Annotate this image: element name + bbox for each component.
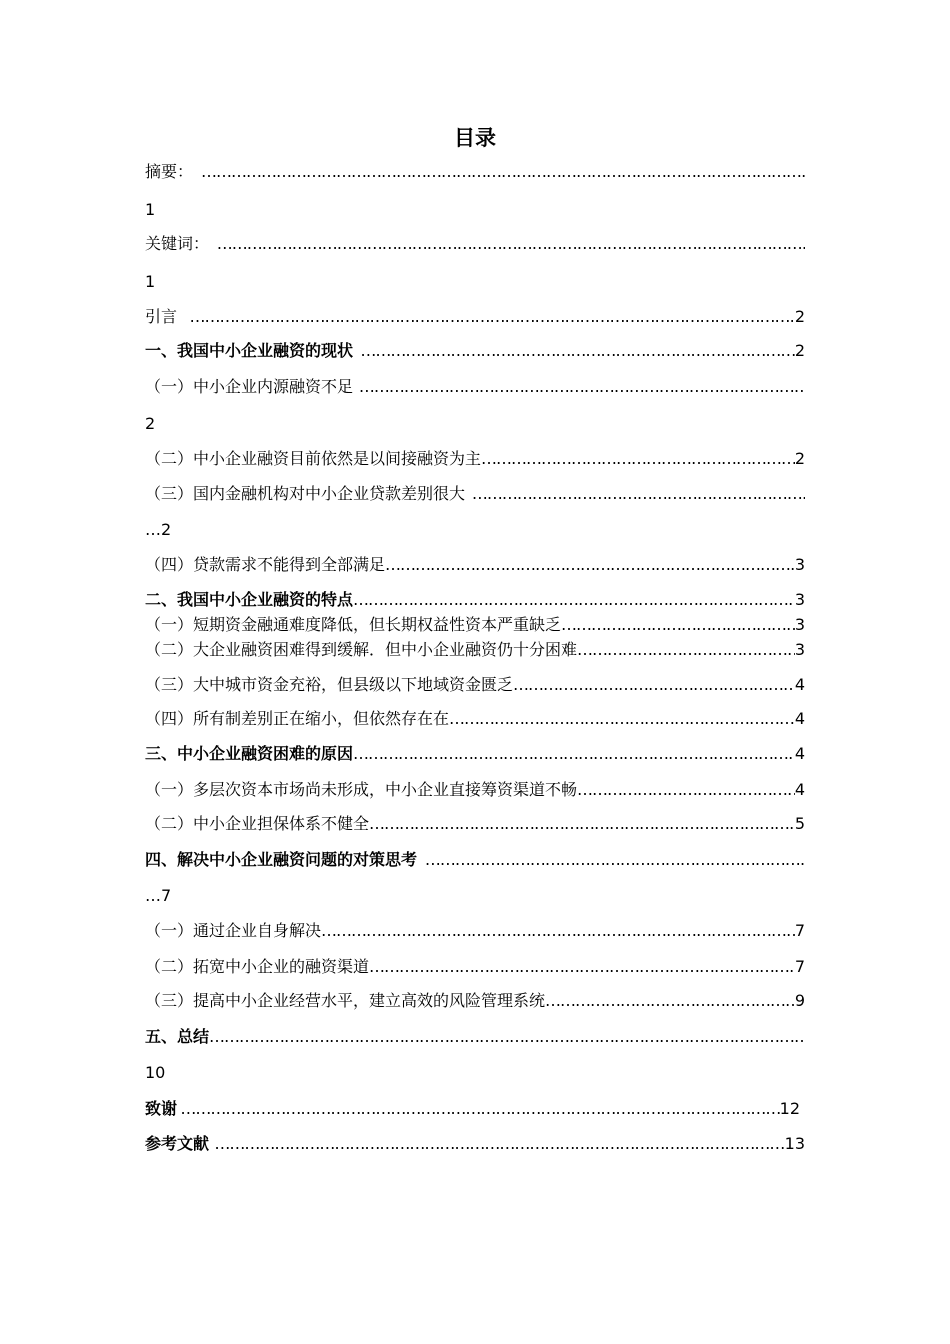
toc-entry-4-2[interactable] xyxy=(145,955,805,979)
leader-dots xyxy=(513,673,795,697)
toc-label: （四）所有制差别正在缩小，但依然存在在 xyxy=(145,709,450,728)
toc-entry-3-2[interactable] xyxy=(145,812,805,836)
toc-entry-1-2[interactable] xyxy=(145,447,805,471)
toc-page-number: 2 xyxy=(794,307,805,326)
leader-dots xyxy=(180,1097,779,1121)
toc-label: 一、我国中小企业融资的现状 xyxy=(145,341,354,360)
leader-dots xyxy=(481,447,795,471)
toc-page-number: 2 xyxy=(794,449,805,468)
leader-dots xyxy=(449,707,795,731)
toc-label: （三）大中城市资金充裕，但县级以下地域资金匮乏 xyxy=(145,675,514,694)
toc-page-number: 3 xyxy=(794,615,805,634)
toc-entry-2-4[interactable] xyxy=(145,707,805,731)
toc-page-number: 7 xyxy=(794,921,805,940)
toc-label: （二）中小企业担保体系不健全 xyxy=(145,814,370,833)
toc-entry-keywords[interactable] xyxy=(145,232,805,256)
toc-label: 关键词： xyxy=(145,234,210,253)
leader-dots xyxy=(561,613,795,637)
leader-dots xyxy=(359,375,805,399)
toc-entry-1-3[interactable] xyxy=(145,482,805,506)
leader-dots xyxy=(545,989,795,1013)
toc-title: 目录 xyxy=(454,126,496,150)
toc-entry-2-1[interactable] xyxy=(145,613,805,637)
toc-label: 引言 xyxy=(145,307,178,326)
toc-page-number: 9 xyxy=(794,991,805,1010)
leader-dots xyxy=(321,919,795,943)
toc-entry-2-3[interactable] xyxy=(145,673,805,697)
toc-page-number: 5 xyxy=(794,814,805,833)
leader-dots xyxy=(214,1132,784,1156)
leader-dots xyxy=(201,160,805,184)
toc-label: 三、中小企业融资困难的原因 xyxy=(145,744,354,763)
toc-label: （一）通过企业自身解决 xyxy=(145,921,322,940)
toc-label: （四）贷款需求不能得到全部满足 xyxy=(145,555,386,574)
toc-entry-section-1[interactable] xyxy=(145,339,805,363)
leader-dots xyxy=(577,638,795,662)
toc-entry-4-3[interactable] xyxy=(145,989,805,1013)
toc-label: 致谢 xyxy=(145,1099,178,1118)
toc-entry-1-4[interactable] xyxy=(145,553,805,577)
toc-entry-references[interactable] xyxy=(145,1132,805,1156)
toc-page-number: 1 xyxy=(145,272,156,291)
toc-page-number: 4 xyxy=(794,709,805,728)
toc-label: 四、解决中小企业融资问题的对策思考 xyxy=(145,850,418,869)
toc-page-number: 3 xyxy=(794,590,805,609)
leader-dots xyxy=(353,588,795,612)
toc-page-number: 4 xyxy=(794,780,805,799)
toc-page-number: 2 xyxy=(145,414,156,433)
toc-entry-section-4[interactable] xyxy=(145,848,805,872)
toc-page-number: …2 xyxy=(145,520,172,539)
leader-dots xyxy=(385,553,795,577)
toc-page-number: 13 xyxy=(784,1134,805,1153)
toc-page-number: 4 xyxy=(794,744,805,763)
toc-label: 参考文献 xyxy=(145,1134,210,1153)
toc-label: （二）大企业融资困难得到缓解．但中小企业融资仍十分困难 xyxy=(145,640,578,659)
toc-entry-abstract[interactable] xyxy=(145,160,805,184)
toc-label: 摘要： xyxy=(145,162,194,181)
leader-dots xyxy=(577,778,795,802)
toc-label: （三）提高中小企业经营水平，建立高效的风险管理系统 xyxy=(145,991,546,1010)
leader-dots xyxy=(369,812,795,836)
toc-page-number: 12 xyxy=(779,1099,800,1118)
toc-label: 五、总结 xyxy=(145,1027,210,1046)
toc-entry-acknowledgements[interactable] xyxy=(145,1097,800,1121)
toc-entry-section-2[interactable] xyxy=(145,588,805,612)
toc-entry-4-1[interactable] xyxy=(145,919,805,943)
toc-label: 二、我国中小企业融资的特点 xyxy=(145,590,354,609)
toc-label: （一）中小企业内源融资不足 xyxy=(145,377,354,396)
toc-page-number: 2 xyxy=(794,341,805,360)
toc-page-number: 3 xyxy=(794,640,805,659)
toc-page-number: 3 xyxy=(794,555,805,574)
toc-page-number: 7 xyxy=(794,957,805,976)
leader-dots xyxy=(217,232,805,256)
toc-entry-section-3[interactable] xyxy=(145,742,805,766)
toc-label: （三）国内金融机构对中小企业贷款差别很大 xyxy=(145,484,466,503)
leader-dots xyxy=(360,339,794,363)
leader-dots xyxy=(209,1025,805,1049)
toc-label: （二）拓宽中小企业的融资渠道 xyxy=(145,957,370,976)
leader-dots xyxy=(472,482,805,506)
toc-entry-3-1[interactable] xyxy=(145,778,805,802)
leader-dots xyxy=(425,848,805,872)
leader-dots xyxy=(190,305,795,329)
toc-entry-section-5[interactable] xyxy=(145,1025,805,1049)
toc-label: （二）中小企业融资目前依然是以间接融资为主 xyxy=(145,449,482,468)
leader-dots xyxy=(369,955,795,979)
toc-page-number: 4 xyxy=(794,675,805,694)
toc-entry-introduction[interactable] xyxy=(145,305,805,329)
toc-label: （一）短期资金融通难度降低，但长期权益性资本严重缺乏 xyxy=(145,615,562,634)
toc-page-number: 10 xyxy=(145,1063,166,1082)
toc-page-number: 1 xyxy=(145,200,156,219)
toc-entry-2-2[interactable] xyxy=(145,638,805,662)
leader-dots xyxy=(353,742,795,766)
toc-label: （一）多层次资本市场尚未形成，中小企业直接筹资渠道不畅 xyxy=(145,780,578,799)
toc-page-number: …7 xyxy=(145,886,172,905)
toc-entry-1-1[interactable] xyxy=(145,375,805,399)
